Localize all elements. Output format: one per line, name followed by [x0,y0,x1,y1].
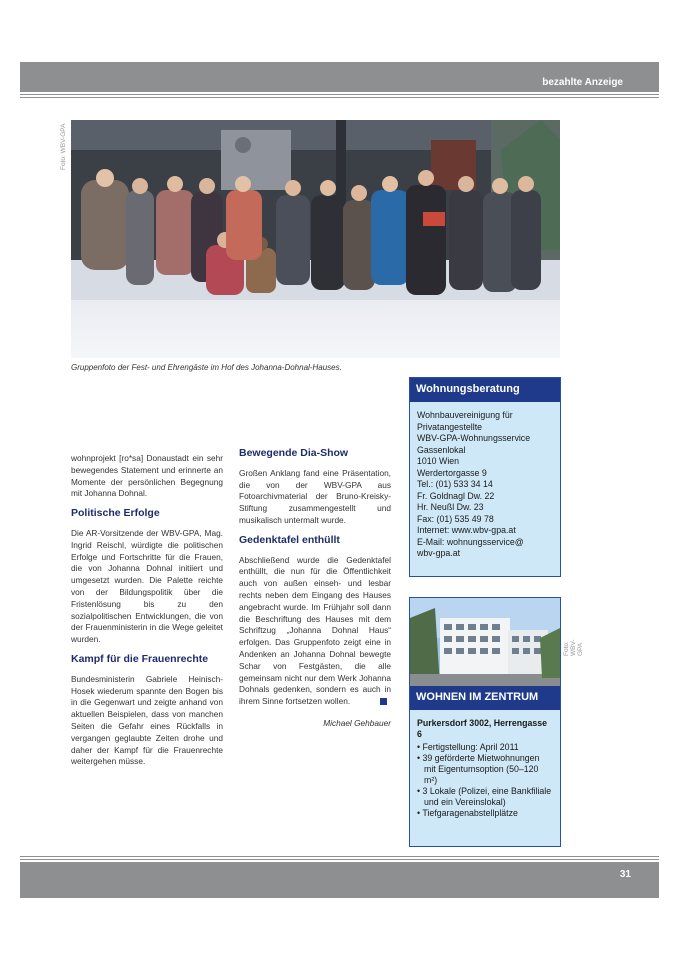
page-number: 31 [619,869,631,880]
bullet-icon: • [417,753,423,763]
contact-line: Wohnbauvereinigung für [417,410,513,420]
feature-text: 3 Lokale (Polizei, eine Bankfiliale und ein Vereinslokal) [422,786,552,807]
bullet-icon: • [417,808,423,818]
bullet-icon: • [417,786,423,796]
footer-band [20,862,659,898]
contact-line: E-Mail: wohnungsservice@ [417,536,524,547]
group-photo [71,120,560,358]
article-paragraph: Großen Anklang fand eine Präsentation, die von der WBV-GPA aus Fotoarchivmaterial der Bruno-Kreisky-Stiftung zusammengestellt und musikalisch untermalt wurde. [239,467,391,525]
article-paragraph [239,555,391,708]
photo-credit: Foto: WBV-GPA [60,123,67,170]
contact-line: Fr. Goldnagl Dw. 22 [417,490,495,501]
project-features-list [417,742,553,819]
building-photo [410,598,584,686]
author-signature: Michael Gehbauer [323,717,391,728]
contact-line: wbv-gpa.at [417,548,461,558]
footer-rule [20,856,659,857]
advertisement-label: bezahlte Anzeige [542,77,623,88]
project-address: Purkersdorf 3002, Herrengasse 6 [417,718,548,739]
housing-project-details [410,710,560,827]
photo-caption: Gruppenfoto der Fest- und Ehrengäste im Hof des Johanna-Dohnal-Hauses. [71,363,342,372]
housing-project-title: WOHNEN IM ZENTRUM [410,686,560,710]
article-paragraph: Bundesministerin Gabriele Heinisch-Hosek wiederum spannte den Bogen bis in die Gegenwart und zeigte anhand von aktuellen Beispielen, dass von manchen Seiten die Gefahr eines Rückfalls in vergangen geglaubte Zeiten drohe und daher der Kampf für die Frauenrechte weitergehen müsse. [71,673,223,767]
housing-advice-box [409,377,561,577]
housing-project-box [409,597,584,847]
contact-line: 1010 Wien [417,456,460,466]
article-paragraph: wohnprojekt [ro*sa] Donaustadt ein sehr bewegendes Statement und erinnerte an Momente der persönlichen Begegnung mit Johanna Dohnal. [71,453,223,499]
bullet-icon: • [417,742,423,752]
section-heading-dia-show: Bewegende Dia-Show [239,447,349,459]
contact-line: Werdertorgasse 9 [417,467,487,478]
feature-item [417,753,553,786]
feature-text: 39 geförderte Mietwohnungen mit Eigentumsoption (50–120 m²) [422,753,540,785]
article-column-2 [239,442,391,738]
feature-text: Fertigstellung: April 2011 [422,742,519,752]
section-heading-politische-erfolge: Politische Erfolge [71,507,160,520]
feature-text: Tiefgaragenabstellplätze [422,808,518,818]
contact-line: Internet: www.wbv-gpa.at [417,525,516,535]
feature-item [417,742,553,753]
contact-line: WBV-GPA-Wohnungsservice [417,433,531,443]
contact-line: Tel.: (01) 533 34 14 [417,479,493,489]
section-heading-kampf-frauenrechte: Kampf für die Frauenrechte [71,652,209,665]
contact-line: Gassenlokal [417,444,466,455]
article-column-1 [71,453,223,776]
housing-advice-title: Wohnungsberatung [410,378,560,402]
feature-item [417,808,553,819]
contact-line: Hr. Neußl Dw. 23 [417,502,484,512]
feature-item [417,786,553,808]
end-mark [380,698,387,705]
building-photo-credit: Foto: WBV-GPA [563,639,584,656]
housing-advice-details [410,402,560,568]
header-rule [20,94,659,95]
contact-line: Fax: (01) 535 49 78 [417,513,494,524]
header-rule-2 [20,97,659,98]
article-paragraph: Die AR-Vorsitzende der WBV-GPA, Mag. Ingrid Reischl, würdigte die politischen Erfolge und Fortschritte für die Frauen, die von Johanna Dohnal initiiert und umgesetzt wurden. Die Palette reichte von der Bildungspolitik über die Fristenlösung bis zu den sozialpolitischen Entwicklungen, die von der Frauenministerin in die Wege geleitet wurden. [71,527,223,645]
article-text: Abschließend wurde die Gedenktafel enthüllt, die nun für die Öffentlichkeit auch von außen einseh- und lesbar rechts neben dem Eingang des Hauses angebracht wurde. Im Frühjahr soll dann die Beschriftung des Hauses mit dem Schriftzug „Johanna Dohnal Haus“ erfolgen. Das Gruppenfoto zeigt eine in Andenken an Johanna Dohnal bewegte Schar von Festgästen, die alle gemeinsam nicht nur dem Werk Johanna Dohnals gedenken, sondern es auch in ihrem Sinne fortsetzen wollen. [239,554,391,707]
contact-line: Privatangestellte [417,421,483,432]
footer-rule-2 [20,859,659,860]
section-heading-gedenktafel: Gedenktafel enthüllt [239,533,340,546]
